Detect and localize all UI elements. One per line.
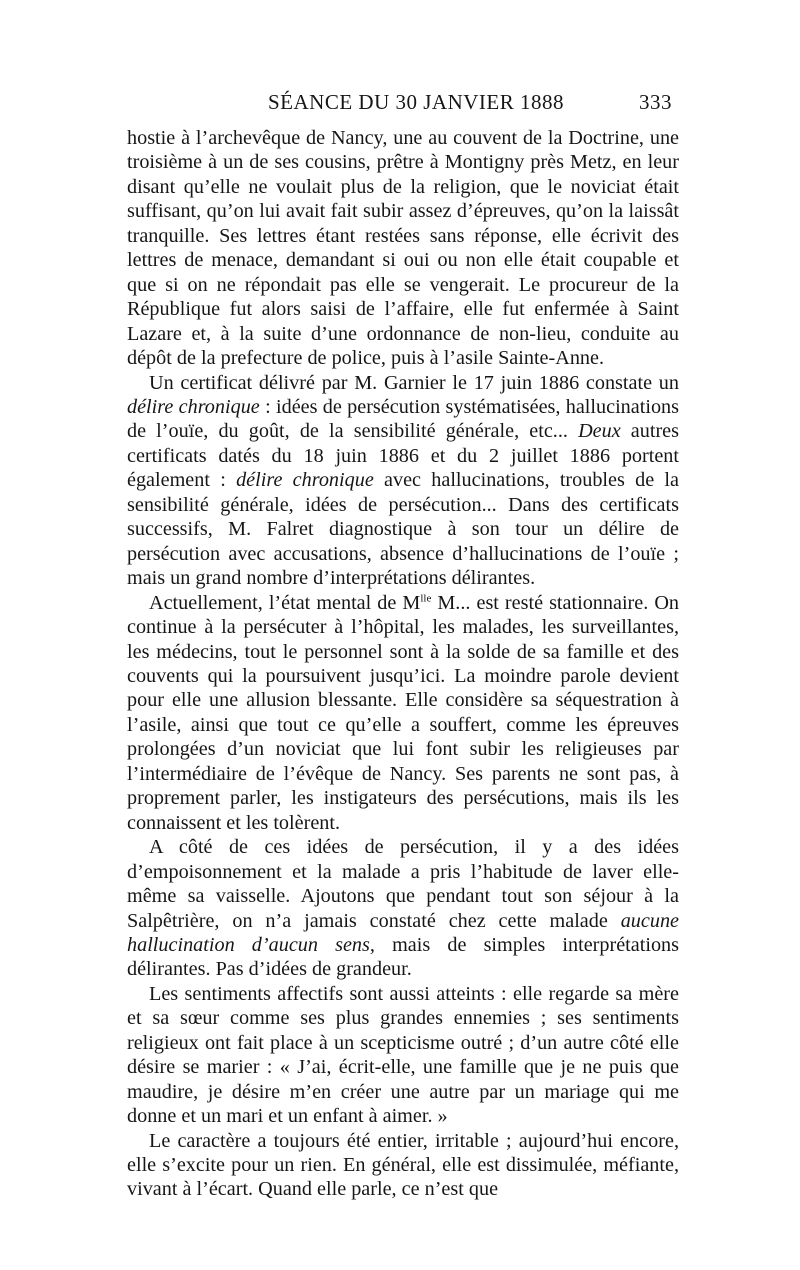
page-number: 333 (639, 90, 672, 114)
text-run: Actuellement, l’état mental de M (149, 591, 421, 614)
paragraph-6: Le caractère a toujours été entier, irritable ; aujourd’hui encore, elle s’excite pour un rien. En général, elle est dissimulée, méfiante, vivant à l’écart. Quand elle parle, ce n’est que (127, 1129, 679, 1201)
text-run: avec hallucinations, troubles de la sensibilité générale, idées de persécution... Dans des certificats successifs, M. Falret diagnostique à son tour un délire de persécution avec accusations, absence d’hallucinations de l’ouïe ; mais un grand nombre d’interprétations délirantes. (127, 469, 679, 590)
italic-run: Deux (578, 420, 621, 443)
paragraph-2 (127, 371, 679, 591)
text-run: : idées de persécution systématisées, hallucinations de l’ouïe, du goût, de la sensibilité générale, etc... (127, 395, 679, 443)
paragraph-3 (127, 591, 679, 836)
text-run: Un certificat délivré par M. Garnier le 17 juin 1886 constate un (149, 371, 679, 394)
italic-run: délire chronique (127, 395, 260, 418)
page-body (127, 126, 679, 1202)
text-run: mais de simples interprétations délirantes. Pas d’idées de grandeur. (127, 933, 680, 981)
italic-run: délire chronique (236, 469, 374, 492)
paragraph-1: hostie à l’archevêque de Nancy, une au couvent de la Doctrine, une troisième à un de ses cousins, prêtre à Montigny près Metz, en leur disant qu’elle ne voulait plus de la religion, que le noviciat était suffisant, qu’on lui avait fait subir assez d’épreuves, qu’on la laissât tranquille. Ses lettres étant restées sans réponse, elle écrivit des lettres de menace, demandant si oui ou non elle était coupable et que si on ne répondait pas elle se vengerait. Le procureur de la République fut alors saisi de l’affaire, elle fut enfermée à Saint Lazare et, à la suite d’une ordonnance de non-lieu, conduite au dépôt de la prefecture de police, puis à l’asile Sainte-Anne. (127, 127, 679, 370)
paragraph-5: Les sentiments affectifs sont aussi atteints : elle regarde sa mère et sa sœur comme ses plus grandes ennemies ; ses sentiments religieux ont fait place à un scepticisme outré ; d’un autre côté elle désire se marier : « J’ai, écrit-elle, une famille que je ne puis que maudire, je désire m’en créer une autre par un mariage qui me donne et un mari et un enfant à aimer. » (127, 982, 679, 1128)
text-run: A côté de ces idées de persécution, il y a des idées d’empoisonnement et la malade a pris l’habitude de laver elle-même sa vaisselle. Ajoutons que pendant tout son séjour à la Salpêtrière, on n’a jamais constaté chez cette malade (127, 836, 679, 932)
paragraph-4 (127, 835, 679, 982)
running-header (0, 90, 800, 118)
superscript: lle (420, 591, 432, 604)
text-run: autres certificats datés du 18 juin 1886 et du 2 juillet 1886 portent également : (127, 420, 679, 492)
text-run: M... est resté stationnaire. On continue à la persécuter à l’hôpital, les malades, les surveillantes, les médecins, tout le personnel sont à la solde de sa famille et des couvents qui la poursuivent jusqu’ici. La moindre parole devient pour elle une allusion blessante. Elle considère sa séquestration à l’asile, ainsi que tout ce qu’elle a souffert, comme les épreuves prolongées d’un noviciat que lui font subir les religieuses par l’intermédiaire de l’évêque de Nancy. Ses parents ne sont pas, à proprement parler, les instigateurs des persécutions, mais ils les connaissent et les tolèrent. (127, 591, 679, 834)
running-title: SÉANCE DU 30 JANVIER 1888 (268, 90, 564, 114)
italic-run: aucune hallucination d’aucun sens, (127, 909, 679, 956)
